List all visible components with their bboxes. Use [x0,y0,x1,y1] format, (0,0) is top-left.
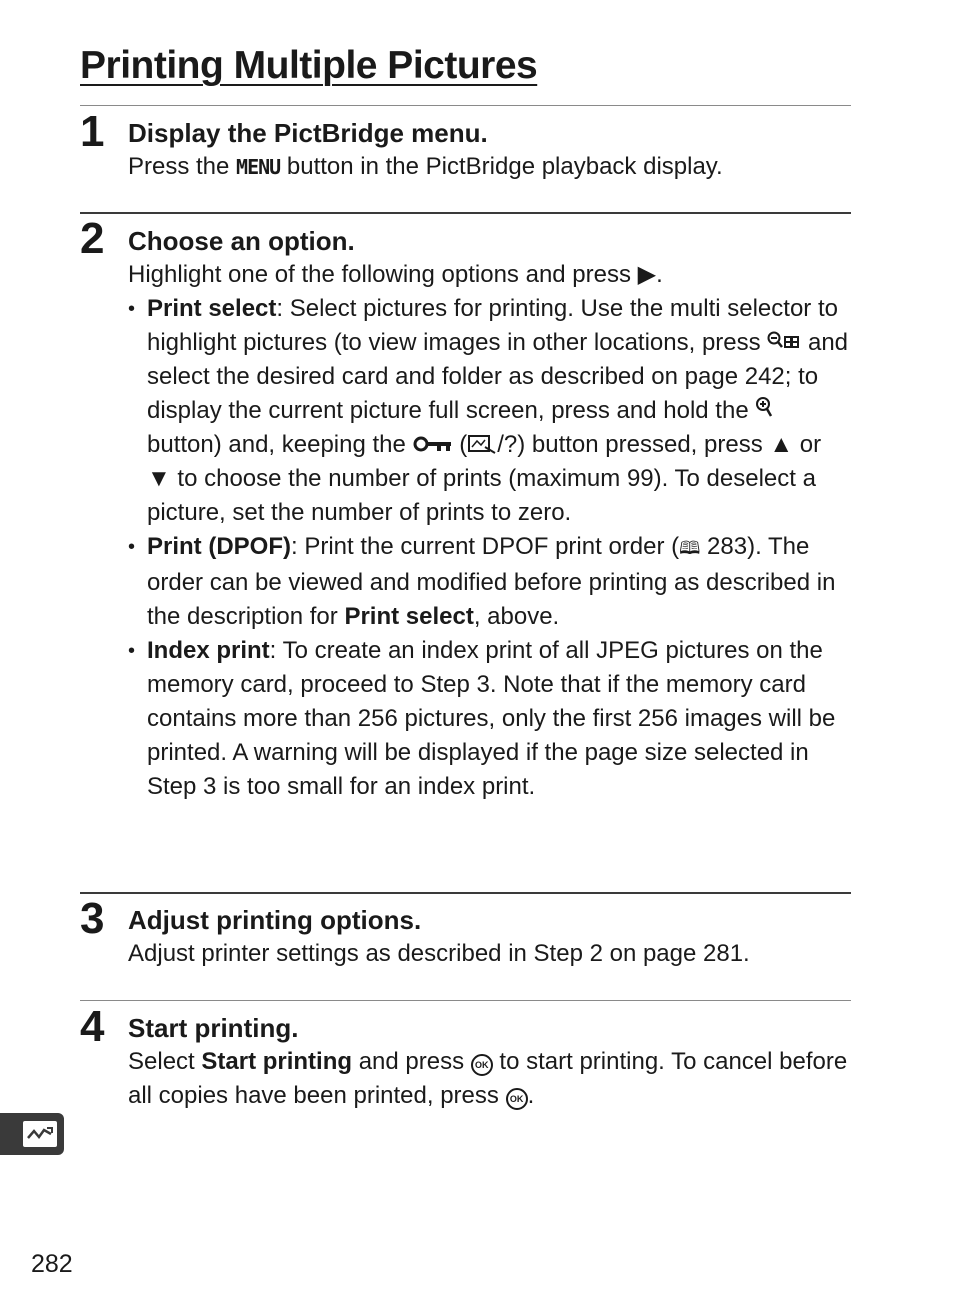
section-thumb-tab [0,1113,64,1155]
menu-button-icon: MENU [236,155,281,179]
section-divider [80,212,851,214]
step-2 [128,224,850,804]
step-number: 4 [80,1002,105,1051]
step-heading: Start printing. [128,1013,299,1043]
ok-button-icon: OK [471,1054,493,1076]
retouch-icon [467,431,497,458]
protect-key-icon [413,431,453,458]
step-number: 3 [80,894,105,943]
playback-connection-icon [25,1123,55,1145]
step-3 [128,903,850,971]
list-item: • Index print: To create an index print of all JPEG pictures on the memory card, proceed to Step 3. Note that if the memory card contains more than 256 pictures, only the first 256 images will be printed. A warning will be displayed if the page size selected in Step 3 is too small for an index print. [128,634,850,804]
step-number: 2 [80,214,105,263]
step-heading: Choose an option. [128,226,355,256]
list-item: • Print select: Select pictures for printing. Use the multi selector to highlight pictures (to view images in other locations, press and select the desired card and folder as described on page 242; to display the current picture full screen, press and hold the button) and, keeping the ( /?) button pressed, press ▲ or ▼ to choose the number of prints (maximum 99). To deselect a picture, set the number of prints to zero. [128,292,850,530]
zoom-out-thumbnail-icon [767,329,801,356]
step-heading: Display the PictBridge menu. [128,118,488,148]
option-term: Print (DPOF) [147,533,291,560]
step-4 [128,1011,850,1113]
option-term: Index print [147,637,270,664]
step-heading: Adjust printing options. [128,905,422,935]
option-term: Print select [147,295,277,322]
page-title: Printing Multiple Pictures [80,44,538,87]
section-divider [80,105,851,106]
option-term-ref: Print select [344,603,474,630]
step-text: Press the MENU button in the PictBridge playback display. [128,150,850,184]
ok-button-icon: OK [506,1088,528,1110]
zoom-in-icon [755,397,773,424]
section-divider [80,1000,851,1001]
options-list [128,292,850,804]
step-1 [128,116,850,184]
list-item: • Print (DPOF): Print the current DPOF print order (🕮 283). The order can be viewed and modified before printing as described in the description for Print select, above. [128,530,850,634]
step-intro: Highlight one of the following options and press ▶. [128,261,663,288]
start-printing-term: Start printing [201,1048,353,1075]
page-number: 282 [31,1250,73,1278]
step-text: Adjust printer settings as described in Step 2 on page 281. [128,940,750,967]
step-text: Select Start printing and press OK to start printing. To cancel before all copies have been printed, press OK . [128,1048,848,1109]
step-number: 1 [80,107,105,156]
book-icon: 🕮 [679,538,701,559]
section-divider [80,892,851,894]
